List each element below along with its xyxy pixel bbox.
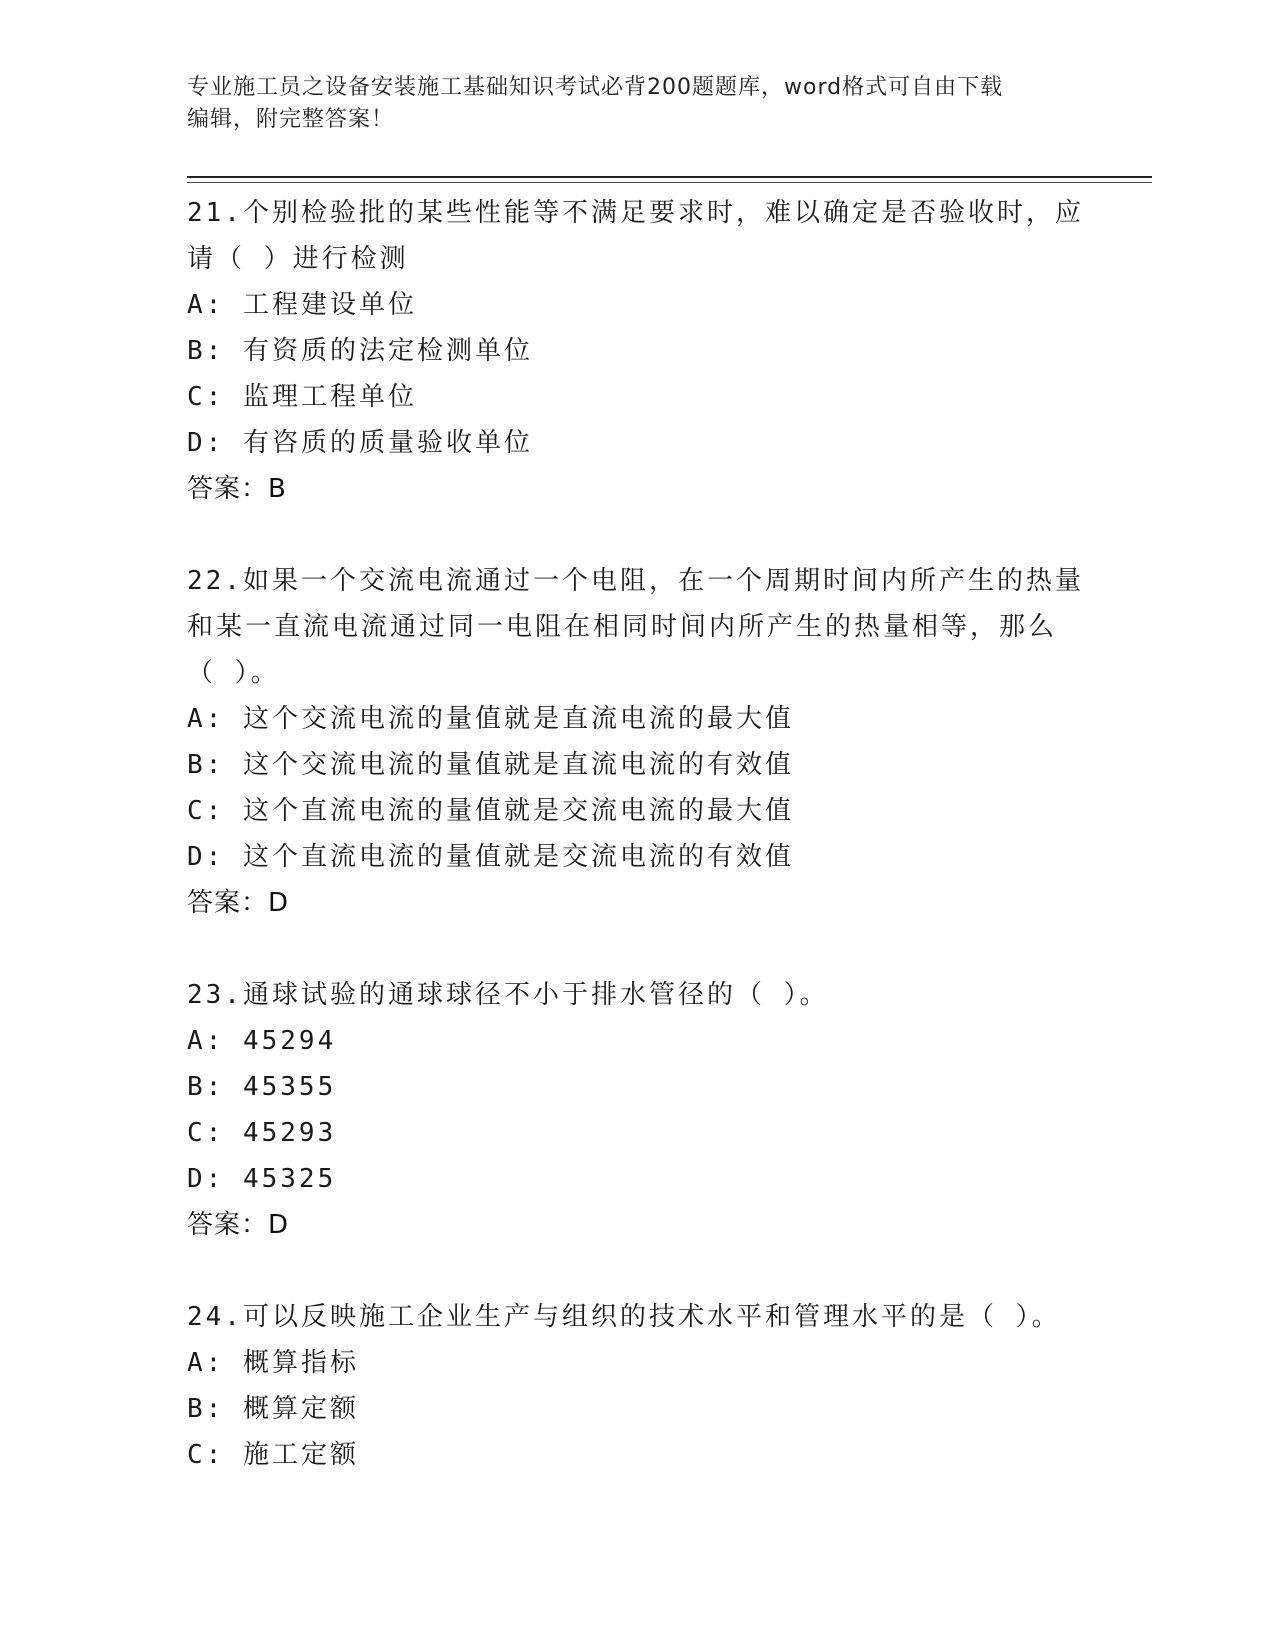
option-c: C: 这个直流电流的量值就是交流电流的最大值 xyxy=(187,796,794,826)
option-d: D: 45325 xyxy=(187,1164,337,1194)
header-divider-thin xyxy=(187,182,1152,183)
question-22 xyxy=(187,558,1097,926)
question-21 xyxy=(187,190,1097,512)
question-23 xyxy=(187,972,1097,1248)
question-text-line: 请（ ）进行检测 xyxy=(187,244,409,274)
option-a: A: 45294 xyxy=(187,1026,337,1056)
question-24 xyxy=(187,1294,1097,1478)
option-d: D: 这个直流电流的量值就是交流电流的有效值 xyxy=(187,842,794,872)
option-b: B: 有资质的法定检测单位 xyxy=(187,336,533,366)
option-c: C: 施工定额 xyxy=(187,1440,359,1470)
option-b: B: 概算定额 xyxy=(187,1394,359,1424)
question-text-line: 22.如果一个交流电流通过一个电阻，在一个周期时间内所产生的热量 xyxy=(187,566,1084,596)
option-d: D: 有咨质的质量验收单位 xyxy=(187,428,533,458)
document-header xyxy=(187,72,1087,136)
answer: 答案：D xyxy=(187,888,290,918)
header-line-1: 专业施工员之设备安装施工基础知识考试必背200题题库，word格式可自由下载 xyxy=(187,75,1004,100)
option-a: A: 概算指标 xyxy=(187,1348,359,1378)
option-c: C: 45293 xyxy=(187,1118,337,1148)
question-list xyxy=(187,190,1097,1524)
option-a: A: 工程建设单位 xyxy=(187,290,417,320)
option-a: A: 这个交流电流的量值就是直流电流的最大值 xyxy=(187,704,794,734)
question-text-line: 和某一直流电流通过同一电阻在相同时间内所产生的热量相等，那么 xyxy=(187,612,1058,642)
option-c: C: 监理工程单位 xyxy=(187,382,417,412)
header-line-2: 编辑，附完整答案！ xyxy=(187,107,395,132)
option-b: B: 这个交流电流的量值就是直流电流的有效值 xyxy=(187,750,794,780)
answer: 答案：D xyxy=(187,1210,290,1240)
header-divider-thick xyxy=(187,176,1152,178)
question-text-line: 21.个别检验批的某些性能等不满足要求时，难以确定是否验收时，应 xyxy=(187,198,1084,228)
answer: 答案：B xyxy=(187,474,287,504)
question-text-line: 24.可以反映施工企业生产与组织的技术水平和管理水平的是（ ）。 xyxy=(187,1302,1061,1332)
question-text-line: （ ）。 xyxy=(187,658,280,688)
question-text-line: 23.通球试验的通球球径不小于排水管径的（ ）。 xyxy=(187,980,829,1010)
option-b: B: 45355 xyxy=(187,1072,337,1102)
